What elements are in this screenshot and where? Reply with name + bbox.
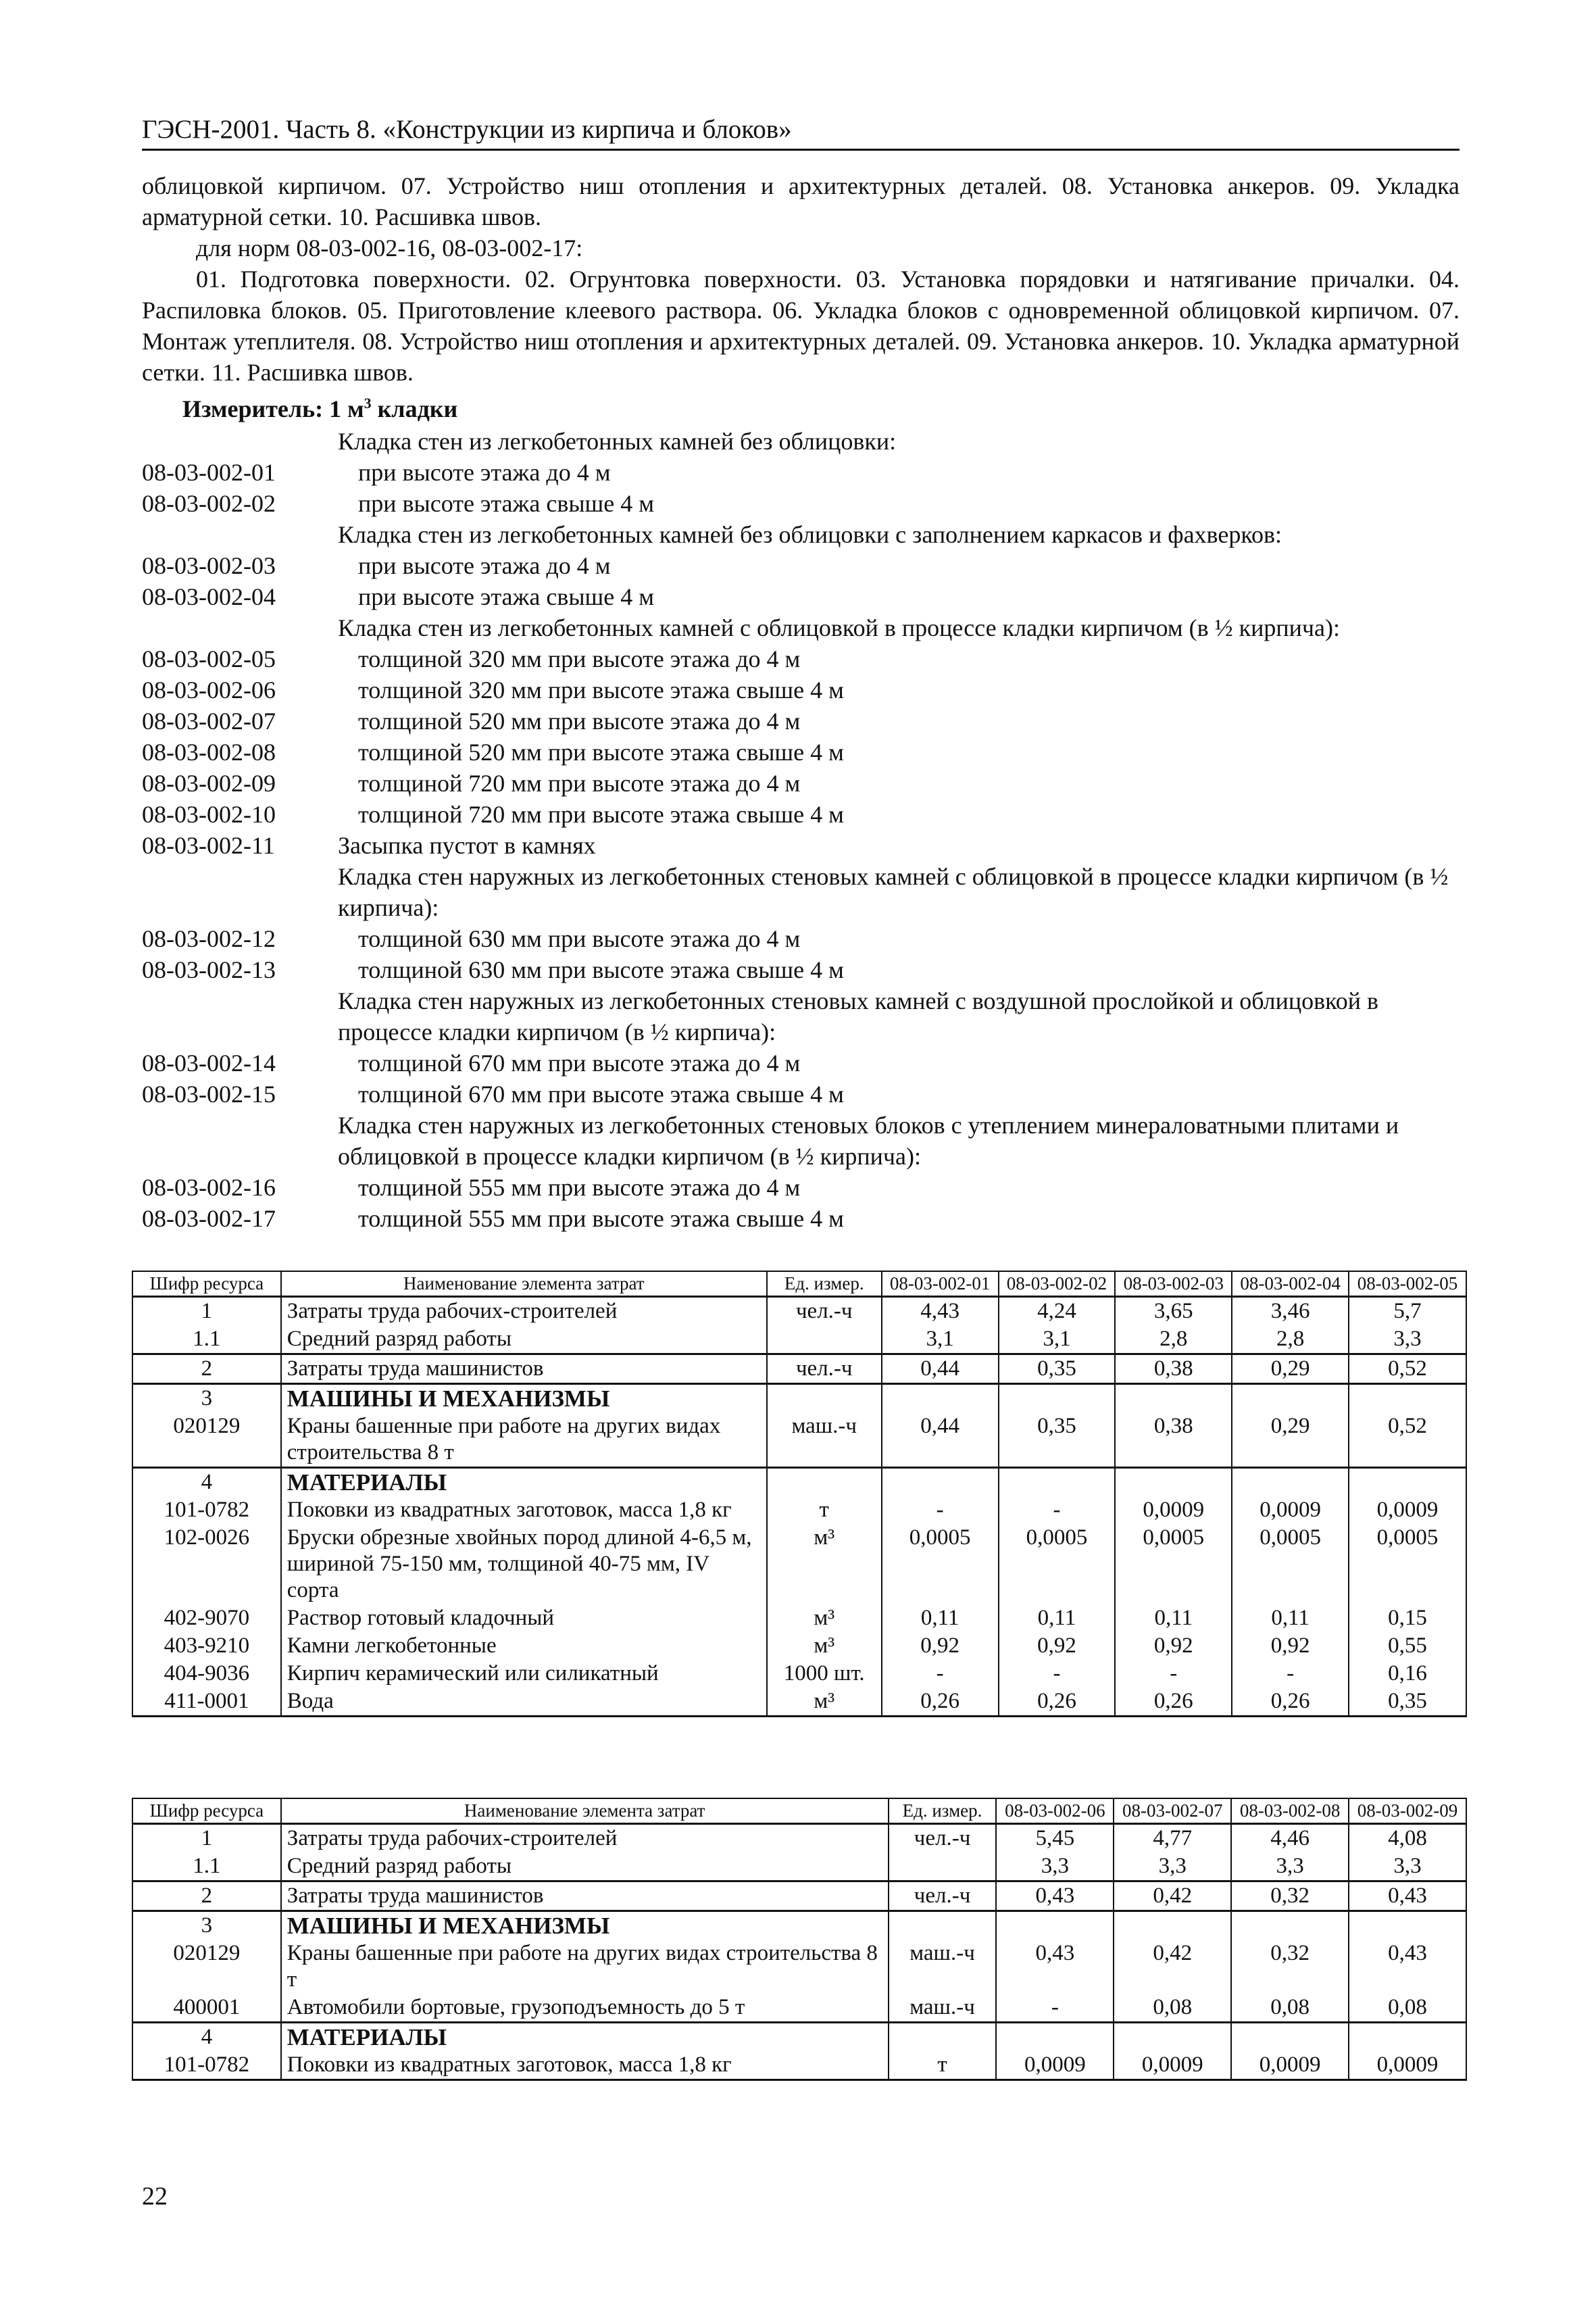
column-header: Ед. измер.	[889, 1798, 997, 1824]
resource-value: 0,11	[1115, 1604, 1232, 1632]
norm-item	[142, 1079, 1460, 1110]
norm-code: 08-03-002-07	[142, 708, 276, 735]
table-row	[132, 1297, 1466, 1326]
resource-code: 020129	[132, 1412, 281, 1468]
resource-code: 402-9070	[132, 1604, 281, 1632]
table-row	[132, 1468, 1466, 1497]
resource-table-2	[132, 1798, 1467, 2081]
resource-value	[1349, 1468, 1466, 1497]
norm-group-heading	[142, 861, 1460, 923]
resource-unit: т	[767, 1496, 882, 1524]
resource-value: 2,8	[1232, 1325, 1349, 1354]
resource-name: Автомобили бортовые, грузоподъемность до 5 т	[281, 1994, 889, 2023]
resource-value: 0,0009	[1232, 1496, 1349, 1524]
table-row	[132, 1384, 1466, 1413]
norm-text: толщиной 555 мм при высоте этажа свыше 4 м	[358, 1205, 844, 1232]
norm-code	[142, 1110, 338, 1172]
resource-value: 0,0009	[1349, 2051, 1466, 2080]
resource-code: 1.1	[132, 1852, 281, 1881]
norm-item	[142, 830, 1460, 861]
resource-value: 0,0005	[1232, 1524, 1349, 1604]
norm-text: толщиной 670 мм при высоте этажа до 4 м	[358, 1050, 801, 1077]
column-header: Шифр ресурса	[132, 1798, 281, 1824]
table-row	[132, 1325, 1466, 1354]
column-header: 08-03-002-07	[1114, 1798, 1231, 1824]
page-header: ГЭСН-2001. Часть 8. «Конструкции из кирпича и блоков»	[142, 114, 1460, 151]
resource-value: 0,16	[1349, 1660, 1466, 1688]
resource-code: 101-0782	[132, 1496, 281, 1524]
resource-value: 0,44	[882, 1354, 999, 1384]
norm-code: 08-03-002-05	[142, 645, 276, 672]
resource-value	[1115, 1384, 1232, 1413]
norm-code: 08-03-002-04	[142, 583, 276, 610]
resource-unit: т	[889, 2051, 997, 2080]
norm-text: толщиной 320 мм при высоте этажа до 4 м	[358, 645, 801, 672]
norm-text: при высоте этажа свыше 4 м	[358, 583, 655, 610]
resource-name: Затраты труда рабочих-строителей	[281, 1297, 767, 1326]
resource-value: 0,52	[1349, 1412, 1466, 1468]
norm-text: толщиной 630 мм при высоте этажа до 4 м	[358, 925, 801, 952]
resource-code: 102-0026	[132, 1524, 281, 1604]
resource-value	[1114, 1911, 1231, 1940]
resource-value: 0,29	[1232, 1354, 1349, 1384]
resource-value: 3,1	[999, 1325, 1116, 1354]
resource-code: 3	[132, 1384, 281, 1413]
resource-value: 0,26	[1115, 1688, 1232, 1717]
resource-value: 0,11	[1232, 1604, 1349, 1632]
measure-label: Измеритель: 1 м	[182, 395, 364, 422]
resource-value	[1231, 1911, 1349, 1940]
resource-name: Затраты труда машинистов	[281, 1881, 889, 1911]
table-row	[132, 1604, 1466, 1632]
norm-group-heading	[142, 1110, 1460, 1172]
resource-value: 0,92	[1115, 1632, 1232, 1660]
column-header: Наименование элемента затрат	[281, 1798, 889, 1824]
intro-text	[142, 170, 1460, 424]
norm-code: 08-03-002-01	[142, 459, 276, 486]
column-header: Шифр ресурса	[132, 1271, 281, 1297]
resource-value: -	[1232, 1660, 1349, 1688]
resource-value	[1349, 1384, 1466, 1413]
table-row	[132, 1940, 1466, 1994]
norm-code	[142, 861, 338, 923]
norm-item	[142, 550, 1460, 581]
norm-code: 08-03-002-08	[142, 739, 276, 766]
norm-code	[142, 519, 338, 550]
resource-code: 1	[132, 1297, 281, 1326]
norm-text: толщиной 520 мм при высоте этажа до 4 м	[358, 708, 801, 735]
resource-unit	[767, 1468, 882, 1497]
resource-value: 0,0005	[1349, 1524, 1466, 1604]
table-row	[132, 1852, 1466, 1881]
resource-value	[1114, 2023, 1231, 2052]
resource-value: 0,43	[996, 1940, 1114, 1994]
resource-value: 0,43	[996, 1881, 1114, 1911]
resource-code: 020129	[132, 1940, 281, 1994]
resource-unit	[889, 2023, 997, 2052]
resource-value: 0,92	[999, 1632, 1116, 1660]
resource-value: 0,32	[1231, 1881, 1349, 1911]
resource-value: 0,42	[1114, 1940, 1231, 1994]
resource-value: 0,43	[1349, 1940, 1466, 1994]
norm-text: толщиной 555 мм при высоте этажа до 4 м	[358, 1174, 801, 1201]
norm-code: 08-03-002-09	[142, 770, 276, 797]
resource-value: 0,35	[999, 1354, 1116, 1384]
norm-text: Кладка стен наружных из легкобетонных стеновых камней с воздушной прослойкой и облицовкой в процессе кладки кирпичом (в ½ кирпича):	[338, 987, 1379, 1045]
norm-text: Кладка стен наружных из легкобетонных стеновых камней с облицовкой в процессе кладки кирпичом (в ½ кирпича):	[338, 863, 1449, 921]
norm-text: Кладка стен наружных из легкобетонных стеновых блоков с утеплением минераловатными плитами и облицовкой в процессе кладки кирпичом (в ½ кирпича):	[338, 1112, 1399, 1170]
resource-name: Бруски обрезные хвойных пород длиной 4-6,5 м, шириной 75-150 мм, толщиной 40-75 мм, IV сорта	[281, 1524, 767, 1604]
resource-value: 3,3	[1349, 1325, 1466, 1354]
table-row	[132, 1911, 1466, 1940]
norm-text: Кладка стен из легкобетонных камней без облицовки с заполнением каркасов и фахверков:	[338, 521, 1282, 548]
resource-value: 0,38	[1115, 1354, 1232, 1384]
table-row	[132, 1688, 1466, 1717]
resource-value	[882, 1468, 999, 1497]
resource-value: 5,45	[996, 1824, 1114, 1853]
column-header: 08-03-002-06	[996, 1798, 1114, 1824]
resource-value: 3,1	[882, 1325, 999, 1354]
table-row	[132, 1496, 1466, 1524]
resource-name: МАТЕРИАЛЫ	[281, 2023, 889, 2052]
resource-value: 0,35	[1349, 1688, 1466, 1717]
norm-item	[142, 1203, 1460, 1234]
norm-group-heading	[142, 985, 1460, 1048]
norm-code: 08-03-002-06	[142, 676, 276, 704]
resource-value: 0,38	[1115, 1412, 1232, 1468]
resource-value: 0,26	[1232, 1688, 1349, 1717]
resource-value: 0,92	[882, 1632, 999, 1660]
column-header: 08-03-002-02	[999, 1271, 1116, 1297]
page-number: 22	[142, 2182, 168, 2211]
resource-value: 0,0009	[1115, 1496, 1232, 1524]
norm-item	[142, 923, 1460, 954]
resource-code: 411-0001	[132, 1688, 281, 1717]
norm-text: Кладка стен из легкобетонных камней без облицовки:	[338, 428, 897, 455]
resource-value	[996, 1911, 1114, 1940]
norm-item	[142, 799, 1460, 830]
resource-value: 3,3	[1349, 1852, 1466, 1881]
norm-code: 08-03-002-16	[142, 1174, 276, 1201]
norm-item	[142, 1048, 1460, 1079]
resource-value: 0,0005	[999, 1524, 1116, 1604]
resource-name: Краны башенные при работе на других видах строительства 8 т	[281, 1412, 767, 1468]
resource-value: 0,52	[1349, 1354, 1466, 1384]
resource-value	[996, 2023, 1114, 2052]
resource-value: 0,0009	[1231, 2051, 1349, 2080]
norm-item	[142, 706, 1460, 737]
resource-unit	[889, 1852, 997, 1881]
resource-value: 2,8	[1115, 1325, 1232, 1354]
resource-unit: чел.-ч	[889, 1881, 997, 1911]
resource-value: 0,0009	[996, 2051, 1114, 2080]
table-row	[132, 1660, 1466, 1688]
resource-table-1	[132, 1271, 1467, 1717]
resource-unit: м³	[767, 1688, 882, 1717]
resource-code: 1	[132, 1824, 281, 1853]
resource-name: Затраты труда рабочих-строителей	[281, 1824, 889, 1853]
column-header: 08-03-002-09	[1349, 1798, 1466, 1824]
norm-text: при высоте этажа до 4 м	[358, 459, 611, 486]
resource-code: 2	[132, 1881, 281, 1911]
resource-name: Камни легкобетонные	[281, 1632, 767, 1660]
norm-code	[142, 612, 338, 643]
norm-item	[142, 768, 1460, 799]
resource-value	[1231, 2023, 1349, 2052]
resource-unit: чел.-ч	[889, 1824, 997, 1853]
resource-value: 0,08	[1231, 1994, 1349, 2023]
resource-name: Средний разряд работы	[281, 1325, 767, 1354]
resource-value: 0,0009	[1114, 2051, 1231, 2080]
resource-value	[882, 1384, 999, 1413]
resource-value: 0,08	[1349, 1994, 1466, 2023]
resource-value: 3,3	[996, 1852, 1114, 1881]
resource-value	[1232, 1384, 1349, 1413]
resource-value: 4,77	[1114, 1824, 1231, 1853]
resource-name: МАШИНЫ И МЕХАНИЗМЫ	[281, 1911, 889, 1940]
resource-value: 3,3	[1114, 1852, 1231, 1881]
resource-name: Поковки из квадратных заготовок, масса 1,8 кг	[281, 2051, 889, 2080]
resource-value: 0,08	[1114, 1994, 1231, 2023]
resource-value: -	[882, 1496, 999, 1524]
resource-code: 400001	[132, 1994, 281, 2023]
resource-unit: маш.-ч	[889, 1940, 997, 1994]
resource-name: Средний разряд работы	[281, 1852, 889, 1881]
resource-value	[1349, 2023, 1466, 2052]
norm-text: толщиной 720 мм при высоте этажа свыше 4 м	[358, 801, 844, 828]
norm-text: толщиной 520 мм при высоте этажа свыше 4 м	[358, 739, 844, 766]
norm-group-heading	[142, 519, 1460, 550]
norm-group-heading	[142, 426, 1460, 457]
resource-unit: маш.-ч	[767, 1412, 882, 1468]
norm-code: 08-03-002-12	[142, 925, 276, 952]
resource-value: 3,46	[1232, 1297, 1349, 1326]
resource-code: 101-0782	[132, 2051, 281, 2080]
resource-value: 0,26	[999, 1688, 1116, 1717]
resource-value: 4,08	[1349, 1824, 1466, 1853]
resource-value: 0,29	[1232, 1412, 1349, 1468]
norm-code: 08-03-002-13	[142, 956, 276, 983]
norm-item	[142, 488, 1460, 519]
resource-unit: маш.-ч	[889, 1994, 997, 2023]
norm-text: толщиной 320 мм при высоте этажа свыше 4 м	[358, 676, 844, 704]
resource-value: 0,42	[1114, 1881, 1231, 1911]
norm-code: 08-03-002-10	[142, 801, 276, 828]
column-header: 08-03-002-01	[882, 1271, 999, 1297]
resource-value: 0,11	[882, 1604, 999, 1632]
norm-text: при высоте этажа до 4 м	[358, 552, 611, 579]
resource-value: 5,7	[1349, 1297, 1466, 1326]
resource-code: 403-9210	[132, 1632, 281, 1660]
norm-text: толщиной 720 мм при высоте этажа до 4 м	[358, 770, 801, 797]
resource-name: МАШИНЫ И МЕХАНИЗМЫ	[281, 1384, 767, 1413]
resource-value: 0,44	[882, 1412, 999, 1468]
norm-item	[142, 954, 1460, 985]
resource-value: 0,55	[1349, 1632, 1466, 1660]
norm-list	[142, 426, 1460, 1234]
resource-code: 1.1	[132, 1325, 281, 1354]
resource-name: МАТЕРИАЛЫ	[281, 1468, 767, 1497]
resource-code: 4	[132, 2023, 281, 2052]
resource-value: -	[999, 1496, 1116, 1524]
column-header: 08-03-002-04	[1232, 1271, 1349, 1297]
resource-unit	[889, 1911, 997, 1940]
norm-text: Засыпка пустот в камнях	[338, 832, 596, 859]
resource-value	[1232, 1468, 1349, 1497]
norm-item	[142, 581, 1460, 612]
resource-value	[999, 1384, 1116, 1413]
resource-value: 4,24	[999, 1297, 1116, 1326]
measure-unit	[142, 388, 1460, 424]
resource-name: Кирпич керамический или силикатный	[281, 1660, 767, 1688]
resource-name: Поковки из квадратных заготовок, масса 1,8 кг	[281, 1496, 767, 1524]
norms-label: для норм 08-03-002-16, 08-03-002-17:	[196, 235, 583, 262]
resource-value: 0,35	[999, 1412, 1116, 1468]
resource-value: 0,15	[1349, 1604, 1466, 1632]
norm-group-heading	[142, 612, 1460, 643]
resource-value: 0,92	[1232, 1632, 1349, 1660]
column-header: 08-03-002-05	[1349, 1271, 1466, 1297]
measure-tail: кладки	[371, 395, 458, 422]
column-header: 08-03-002-03	[1115, 1271, 1232, 1297]
norm-item	[142, 457, 1460, 488]
intro-paragraph-2: 01. Подготовка поверхности. 02. Огрунтовка поверхности. 03. Установка порядовки и натягивание причалки. 04. Распиловка блоков. 05. Приготовление клеевого раствора. 06. Укладка блоков с одновременной облицовкой кирпичом. 07. Монтаж утеплителя. 08. Устройство ниш отопления и архитектурных деталей. 09. Установка анкеров. 10. Укладка арматурной сетки. 11. Расшивка швов.	[142, 266, 1460, 386]
table-row	[132, 2023, 1466, 2052]
norm-item	[142, 737, 1460, 768]
norm-code: 08-03-002-03	[142, 552, 276, 579]
measure-sup: 3	[364, 395, 372, 412]
norm-code: 08-03-002-11	[142, 832, 275, 859]
norm-text: при высоте этажа свыше 4 м	[358, 490, 655, 517]
table-row	[132, 1354, 1466, 1384]
resource-value	[1349, 1911, 1466, 1940]
resource-unit: чел.-ч	[767, 1354, 882, 1384]
norm-code	[142, 426, 338, 457]
norm-item	[142, 1172, 1460, 1203]
resource-value: 0,43	[1349, 1881, 1466, 1911]
norm-text: Кладка стен из легкобетонных камней с облицовкой в процессе кладки кирпичом (в ½ кирпича):	[338, 614, 1340, 641]
resource-unit	[767, 1384, 882, 1413]
table-row	[132, 1412, 1466, 1468]
resource-value: 0,26	[882, 1688, 999, 1717]
resource-unit: м³	[767, 1632, 882, 1660]
table-row	[132, 1824, 1466, 1853]
resource-value: 0,0005	[882, 1524, 999, 1604]
resource-value: -	[882, 1660, 999, 1688]
resource-value: -	[999, 1660, 1116, 1688]
norm-code: 08-03-002-15	[142, 1081, 276, 1108]
resource-name: Затраты труда машинистов	[281, 1354, 767, 1384]
norm-code: 08-03-002-17	[142, 1205, 276, 1232]
resource-value: 4,43	[882, 1297, 999, 1326]
norm-code	[142, 985, 338, 1048]
resource-code: 3	[132, 1911, 281, 1940]
column-header: Ед. измер.	[767, 1271, 882, 1297]
resource-value: -	[996, 1994, 1114, 2023]
resource-name: Вода	[281, 1688, 767, 1717]
resource-code: 404-9036	[132, 1660, 281, 1688]
resource-value: 0,0005	[1115, 1524, 1232, 1604]
resource-value: -	[1115, 1660, 1232, 1688]
table-row	[132, 1994, 1466, 2023]
resource-value: 4,46	[1231, 1824, 1349, 1853]
resource-value: 3,65	[1115, 1297, 1232, 1326]
resource-value	[1115, 1468, 1232, 1497]
column-header: 08-03-002-08	[1231, 1798, 1349, 1824]
resource-code: 2	[132, 1354, 281, 1384]
norm-text: толщиной 670 мм при высоте этажа свыше 4 м	[358, 1081, 844, 1108]
norm-item	[142, 674, 1460, 706]
resource-unit: м³	[767, 1604, 882, 1632]
norm-text: толщиной 630 мм при высоте этажа свыше 4 м	[358, 956, 844, 983]
resource-unit: 1000 шт.	[767, 1660, 882, 1688]
resource-unit: м³	[767, 1524, 882, 1604]
resource-code: 4	[132, 1468, 281, 1497]
resource-value: 0,32	[1231, 1940, 1349, 1994]
resource-name: Раствор готовый кладочный	[281, 1604, 767, 1632]
resource-value: 0,0009	[1349, 1496, 1466, 1524]
resource-value: 0,11	[999, 1604, 1116, 1632]
intro-paragraph-1: облицовкой кирпичом. 07. Устройство ниш отопления и архитектурных деталей. 08. Установка анкеров. 09. Укладка арматурной сетки. 10. Расшивка швов.	[142, 172, 1460, 230]
table-row	[132, 1881, 1466, 1911]
column-header: Наименование элемента затрат	[281, 1271, 767, 1297]
norm-code: 08-03-002-02	[142, 490, 276, 517]
table-row	[132, 1632, 1466, 1660]
resource-name: Краны башенные при работе на других видах строительства 8 т	[281, 1940, 889, 1994]
table-row	[132, 2051, 1466, 2080]
resource-value: 3,3	[1231, 1852, 1349, 1881]
resource-value	[999, 1468, 1116, 1497]
resource-unit: чел.-ч	[767, 1297, 882, 1326]
norm-code: 08-03-002-14	[142, 1050, 276, 1077]
table-row	[132, 1524, 1466, 1604]
resource-unit	[767, 1325, 882, 1354]
norm-item	[142, 643, 1460, 674]
